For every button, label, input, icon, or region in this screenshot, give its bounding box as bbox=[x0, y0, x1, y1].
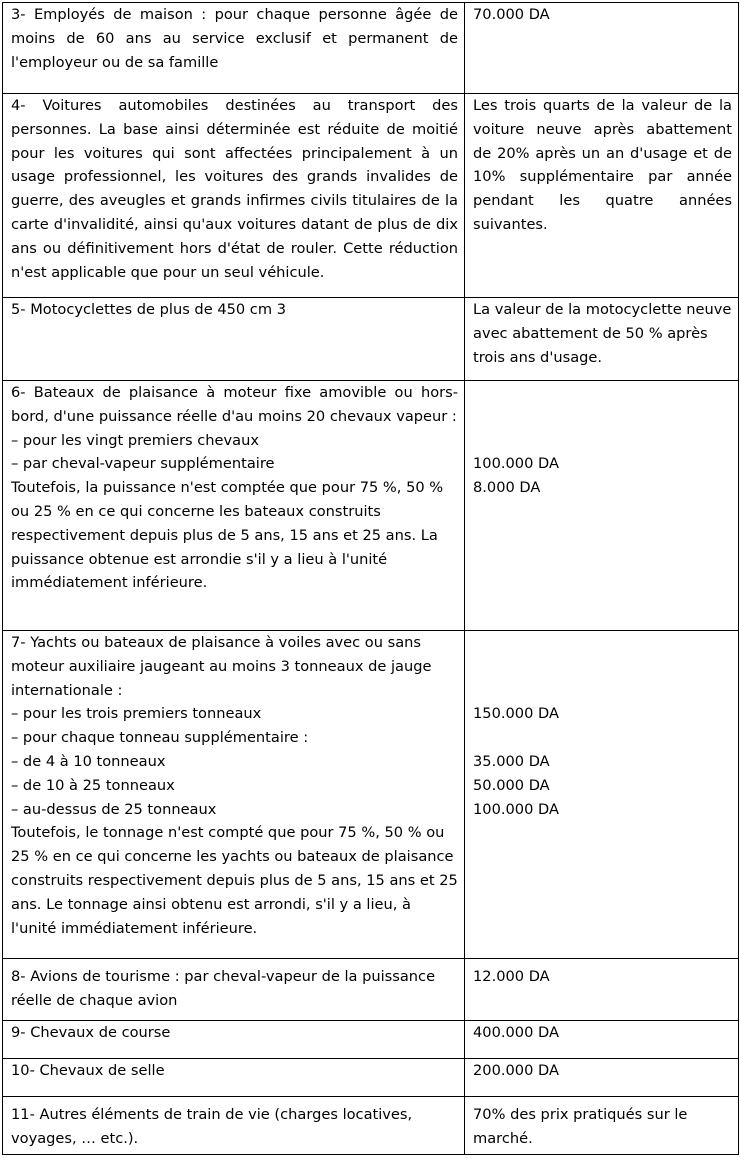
row-7-item-4-10: – de 4 à 10 tonneaux bbox=[11, 752, 166, 770]
row-7-value-first-tons: 150.000 DA bbox=[473, 705, 559, 723]
row-7-item-over-25: – au-dessus de 25 tonneaux bbox=[11, 800, 217, 818]
table-row bbox=[3, 1097, 739, 1155]
row-7-description bbox=[3, 631, 465, 959]
row-4-value: Les trois quarts de la valeur de la voiture neuve après abattement de 20% après un an d'usage et de 10% supplémentaire par année pendant les quatre années suivantes. bbox=[465, 94, 739, 298]
row-9-value: 400.000 DA bbox=[465, 1021, 739, 1059]
row-5-value: La valeur de la motocyclette neuve avec abattement de 50 % après trois ans d'usage. bbox=[465, 298, 739, 381]
row-7-value-4-10: 35.000 DA bbox=[473, 752, 550, 770]
table-row bbox=[3, 959, 739, 1021]
table-row bbox=[3, 1059, 739, 1097]
row-3-value: 70.000 DA bbox=[465, 3, 739, 94]
row-10-description: 10- Chevaux de selle bbox=[3, 1059, 465, 1097]
row-7-value-over-25: 100.000 DA bbox=[473, 800, 559, 818]
row-10-value: 200.000 DA bbox=[465, 1059, 739, 1097]
table-row bbox=[3, 3, 739, 94]
table-row bbox=[3, 631, 739, 959]
table-row bbox=[3, 1021, 739, 1059]
row-7-intro: 7- Yachts ou bateaux de plaisance à voiles avec ou sans moteur auxiliaire jaugeant au moins 3 tonneaux de jauge internationale : bbox=[11, 634, 432, 699]
table-row bbox=[3, 381, 739, 631]
row-7-value-10-25: 50.000 DA bbox=[473, 776, 550, 794]
row-4-description: 4- Voitures automobiles destinées au transport des personnes. La base ainsi déterminée est réduite de moitié pour les voitures qui sont affectées principalement à un usage professionnel, les voitures des grands invalides de guerre, des aveugles et grands infirmes civils titulaires de la carte d'invalidité, ainsi qu'aux voitures datant de plus de dix ans ou définitivement hors d'état de rouler. Cette réduction n'est applicable que pour un seul véhicule. bbox=[3, 94, 465, 298]
row-6-note: Toutefois, la puissance n'est comptée que pour 75 %, 50 % ou 25 % en ce qui concerne les bateaux construits respectivement depuis plus de 5 ans, 15 ans et 25 ans. La puissance obtenue est arrondie s'il y a lieu à l'unité immédiatement inférieure. bbox=[11, 479, 444, 592]
row-6-item-first-horses: – pour les vingt premiers chevaux bbox=[11, 431, 259, 449]
row-5-description: 5- Motocyclettes de plus de 450 cm 3 bbox=[3, 298, 465, 381]
row-7-item-extra-ton: – pour chaque tonneau supplémentaire : bbox=[11, 729, 309, 747]
table-row bbox=[3, 298, 739, 381]
row-8-value: 12.000 DA bbox=[465, 959, 739, 1021]
row-9-description: 9- Chevaux de course bbox=[3, 1021, 465, 1059]
row-6-value-extra-horse: 8.000 DA bbox=[473, 479, 541, 497]
row-6-description bbox=[3, 381, 465, 631]
row-6-intro: 6- Bateaux de plaisance à moteur fixe amovible ou hors-bord, d'une puissance réelle d'au moins 20 chevaux vapeur : bbox=[11, 384, 458, 425]
row-11-description: 11- Autres éléments de train de vie (charges locatives, voyages, … etc.). bbox=[3, 1097, 465, 1155]
row-6-value-first-horses: 100.000 DA bbox=[473, 455, 559, 473]
row-6-value bbox=[465, 381, 739, 631]
row-6-item-extra-horse: – par cheval-vapeur supplémentaire bbox=[11, 455, 275, 473]
row-11-value: 70% des prix pratiqués sur le marché. bbox=[465, 1097, 739, 1155]
row-3-description: 3- Employés de maison : pour chaque personne âgée de moins de 60 ans au service exclusif et permanent de l'employeur ou de sa famille bbox=[3, 3, 465, 94]
row-7-item-10-25: – de 10 à 25 tonneaux bbox=[11, 776, 175, 794]
table-row bbox=[3, 94, 739, 298]
row-7-note: Toutefois, le tonnage n'est compté que pour 75 %, 50 % ou 25 % en ce qui concerne les yachts ou bateaux de plaisance construits respectivement depuis plus de 5 ans, 15 ans et 25 ans. Le tonnage ainsi obtenu est arrondi, s'il y a lieu, à l'unité immédiatement inférieure. bbox=[11, 824, 458, 937]
row-7-value bbox=[465, 631, 739, 959]
tax-base-table bbox=[2, 2, 739, 1155]
row-8-description: 8- Avions de tourisme : par cheval-vapeur de la puissance réelle de chaque avion bbox=[3, 959, 465, 1021]
row-7-item-first-tons: – pour les trois premiers tonneaux bbox=[11, 705, 262, 723]
